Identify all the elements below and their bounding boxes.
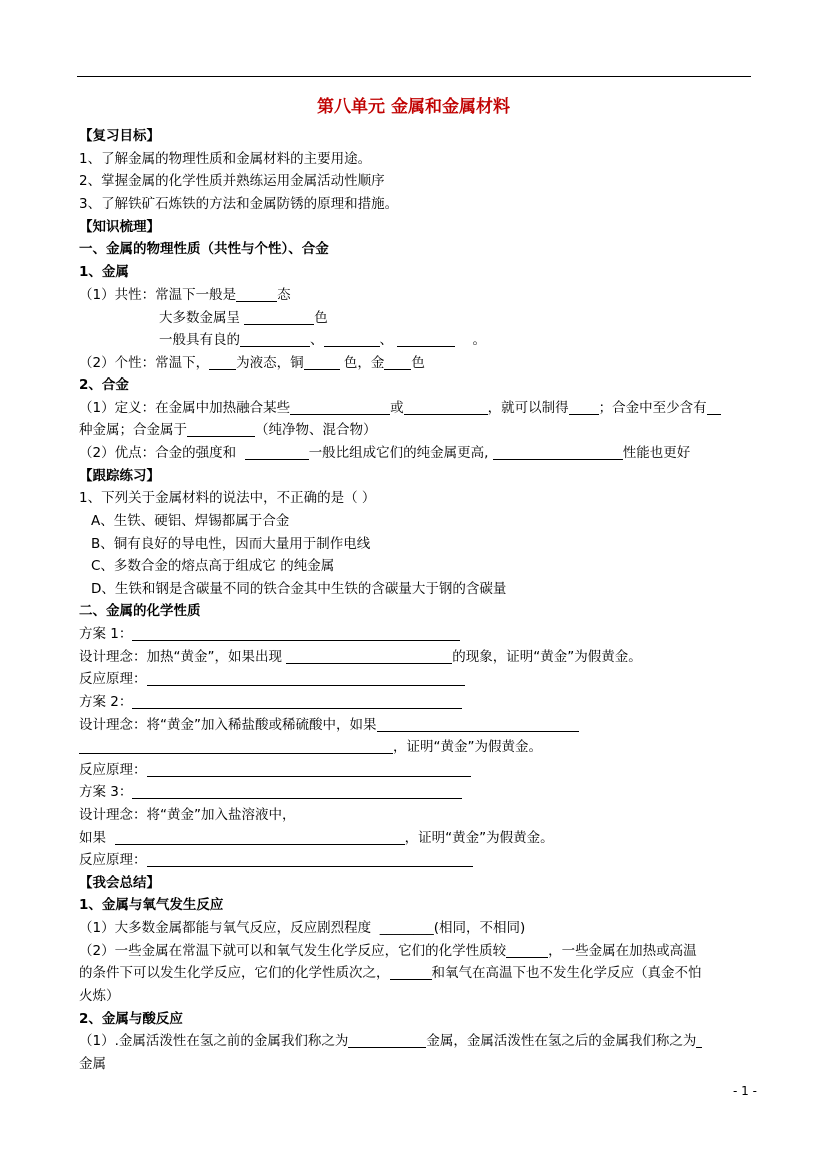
section-physical-properties: 一、金属的物理性质（共性与个性）、合金 bbox=[79, 241, 329, 257]
acid-line-2: 金属 bbox=[79, 1056, 106, 1072]
text: (相同，不相同) bbox=[433, 920, 526, 936]
fill-blank[interactable] bbox=[290, 400, 390, 415]
text: 的条件下可以发生化学反应，它们的化学性质次之， bbox=[79, 965, 390, 981]
oxygen-line-1 bbox=[79, 919, 525, 937]
text: （2）个性：常温下， bbox=[79, 355, 210, 371]
text: 色 bbox=[314, 310, 328, 326]
alloy-definition-line-2 bbox=[79, 421, 377, 439]
fill-blank[interactable] bbox=[187, 422, 255, 437]
text: 色 bbox=[411, 355, 425, 371]
fill-blank[interactable] bbox=[244, 310, 314, 325]
idea-2-line-2 bbox=[79, 738, 542, 756]
text: 方案 1： bbox=[79, 626, 133, 642]
plan-3-line bbox=[79, 783, 462, 801]
page-number: - 1 - bbox=[733, 1084, 757, 1098]
fill-blank[interactable] bbox=[79, 739, 393, 754]
text: 。 bbox=[472, 332, 486, 348]
alloy-heading: 2、合金 bbox=[79, 377, 129, 393]
page-title: 第八单元 金属和金属材料 bbox=[317, 97, 510, 117]
common-property-line-2 bbox=[159, 309, 328, 327]
fill-blank[interactable] bbox=[132, 694, 462, 709]
text: 态 bbox=[277, 287, 291, 303]
practice-question: 1、下列关于金属材料的说法中，不正确的是（ ） bbox=[79, 490, 376, 506]
option-a[interactable]: A、生铁、硬铝、焊锡都属于合金 bbox=[91, 513, 290, 529]
fill-blank[interactable] bbox=[132, 784, 462, 799]
reaction-2-line bbox=[79, 761, 471, 779]
fill-blank[interactable] bbox=[390, 965, 432, 980]
fill-blank[interactable] bbox=[506, 943, 548, 958]
metal-heading: 1、金属 bbox=[79, 264, 129, 280]
fill-blank[interactable] bbox=[707, 400, 721, 415]
option-b[interactable]: B、铜有良好的导电性，因而大量用于制作电线 bbox=[91, 536, 371, 552]
alloy-definition-line-1 bbox=[79, 399, 721, 417]
text: 为液态，铜 bbox=[236, 355, 304, 371]
text: 金属，金属活泼性在氢之后的金属我们称之为 bbox=[426, 1033, 697, 1049]
fill-blank[interactable] bbox=[240, 332, 310, 347]
fill-blank[interactable]: ________ bbox=[379, 920, 434, 936]
text: 设计理念：加热“黄金”，如果出现 bbox=[79, 649, 282, 665]
text: 或 bbox=[390, 400, 404, 416]
fill-blank[interactable] bbox=[147, 671, 465, 686]
oxygen-line-2 bbox=[79, 942, 697, 960]
goal-item-3: 3、了解铁矿石炼铁的方法和金属防锈的原理和措施。 bbox=[79, 196, 399, 212]
fill-blank[interactable] bbox=[696, 1033, 702, 1048]
text: 和氧气在高温下也不发生化学反应（真金不怕 bbox=[431, 965, 702, 981]
text: 反应原理： bbox=[79, 762, 147, 778]
text: ，证明“黄金”为假黄金。 bbox=[404, 830, 554, 846]
section-chemical-properties: 二、金属的化学性质 bbox=[79, 603, 201, 619]
option-c[interactable]: C、多数合金的熔点高于组成它 的纯金属 bbox=[91, 558, 335, 574]
text: （1）.金属活泼性在氢之前的金属我们称之为 bbox=[79, 1033, 349, 1049]
text: 方案 2： bbox=[79, 694, 133, 710]
metal-acid-heading: 2、金属与酸反应 bbox=[79, 1011, 183, 1027]
practice-heading: 【跟踪练习】 bbox=[79, 468, 160, 484]
idea-2-line bbox=[79, 716, 579, 734]
fill-blank[interactable] bbox=[304, 355, 340, 370]
fill-blank[interactable] bbox=[147, 762, 471, 777]
text: 如果 bbox=[79, 830, 106, 846]
text: 性能也更好 bbox=[622, 445, 691, 461]
idea-1-line bbox=[79, 648, 642, 666]
text: 反应原理： bbox=[79, 671, 147, 687]
alloy-advantage-line bbox=[79, 444, 690, 462]
text: （1）大多数金属都能与氧气反应，反应剧烈程度 bbox=[79, 920, 372, 936]
text: 设计理念：将“黄金”加入稀盐酸或稀硫酸中，如果 bbox=[79, 717, 377, 733]
oxygen-line-4: 火炼） bbox=[79, 988, 120, 1004]
text: 方案 3： bbox=[79, 784, 133, 800]
fill-blank[interactable] bbox=[132, 626, 460, 641]
option-d[interactable]: D、生铁和钢是含碳量不同的铁合金其中生铁的含碳量大于钢的含碳量 bbox=[91, 581, 507, 597]
individual-property-line bbox=[79, 354, 425, 372]
plan-1-line bbox=[79, 625, 460, 643]
idea-3-line-2 bbox=[79, 829, 554, 847]
fill-blank[interactable] bbox=[147, 852, 473, 867]
common-property-line-3 bbox=[159, 331, 486, 349]
text: （2）一些金属在常温下就可以和氧气发生化学反应，它们的化学性质较 bbox=[79, 943, 507, 959]
text: 、 bbox=[310, 332, 324, 348]
header-rule bbox=[77, 76, 751, 77]
fill-blank[interactable] bbox=[569, 400, 599, 415]
fill-blank[interactable] bbox=[286, 649, 452, 664]
fill-blank[interactable] bbox=[115, 830, 405, 845]
text: ；合金中至少含有 bbox=[598, 400, 707, 416]
text: 的现象，证明“黄金”为假黄金。 bbox=[452, 649, 642, 665]
acid-line-1 bbox=[79, 1032, 702, 1050]
plan-2-line bbox=[79, 693, 462, 711]
reaction-3-line bbox=[79, 851, 473, 869]
metal-oxygen-heading: 1、金属与氧气发生反应 bbox=[79, 897, 224, 913]
text: 一般具有良的 bbox=[159, 332, 240, 348]
fill-blank[interactable] bbox=[209, 355, 236, 370]
fill-blank[interactable] bbox=[348, 1033, 426, 1048]
idea-3-line: 设计理念：将“黄金”加入盐溶液中， bbox=[79, 807, 296, 823]
fill-blank[interactable] bbox=[377, 717, 579, 732]
review-goals-heading: 【复习目标】 bbox=[79, 128, 160, 144]
text: 、 bbox=[379, 332, 393, 348]
text: ，就可以制得 bbox=[487, 400, 569, 416]
fill-blank[interactable] bbox=[493, 445, 623, 460]
fill-blank[interactable] bbox=[384, 355, 411, 370]
text: 大多数金属呈 bbox=[159, 310, 240, 326]
text: （2）优点：合金的强度和 bbox=[79, 445, 237, 461]
fill-blank[interactable] bbox=[397, 332, 455, 347]
text: （1）共性：常温下一般是 bbox=[79, 287, 237, 303]
text: 反应原理： bbox=[79, 852, 147, 868]
text: （纯净物、混合物） bbox=[255, 422, 377, 438]
fill-blank[interactable] bbox=[245, 445, 309, 460]
goal-item-2: 2、掌握金属的化学性质并熟练运用金属活动性顺序 bbox=[79, 173, 385, 189]
text: 一般比组成它们的纯金属更高, bbox=[308, 445, 489, 461]
text: （1）定义：在金属中加热融合某些 bbox=[79, 400, 291, 416]
knowledge-heading: 【知识梳理】 bbox=[79, 219, 160, 235]
oxygen-line-3 bbox=[79, 964, 702, 982]
text: ，证明“黄金”为假黄金。 bbox=[393, 739, 542, 755]
text: 种金属；合金属于 bbox=[79, 422, 187, 438]
fill-blank[interactable] bbox=[324, 332, 380, 347]
reaction-1-line bbox=[79, 670, 465, 688]
fill-blank[interactable] bbox=[404, 400, 488, 415]
text: ，一些金属在加热或高温 bbox=[548, 943, 697, 959]
summary-heading: 【我会总结】 bbox=[79, 875, 160, 891]
text: 色，金 bbox=[343, 355, 385, 371]
common-property-line-1 bbox=[79, 286, 291, 304]
fill-blank[interactable] bbox=[236, 287, 277, 302]
goal-item-1: 1、了解金属的物理性质和金属材料的主要用途。 bbox=[79, 151, 372, 167]
